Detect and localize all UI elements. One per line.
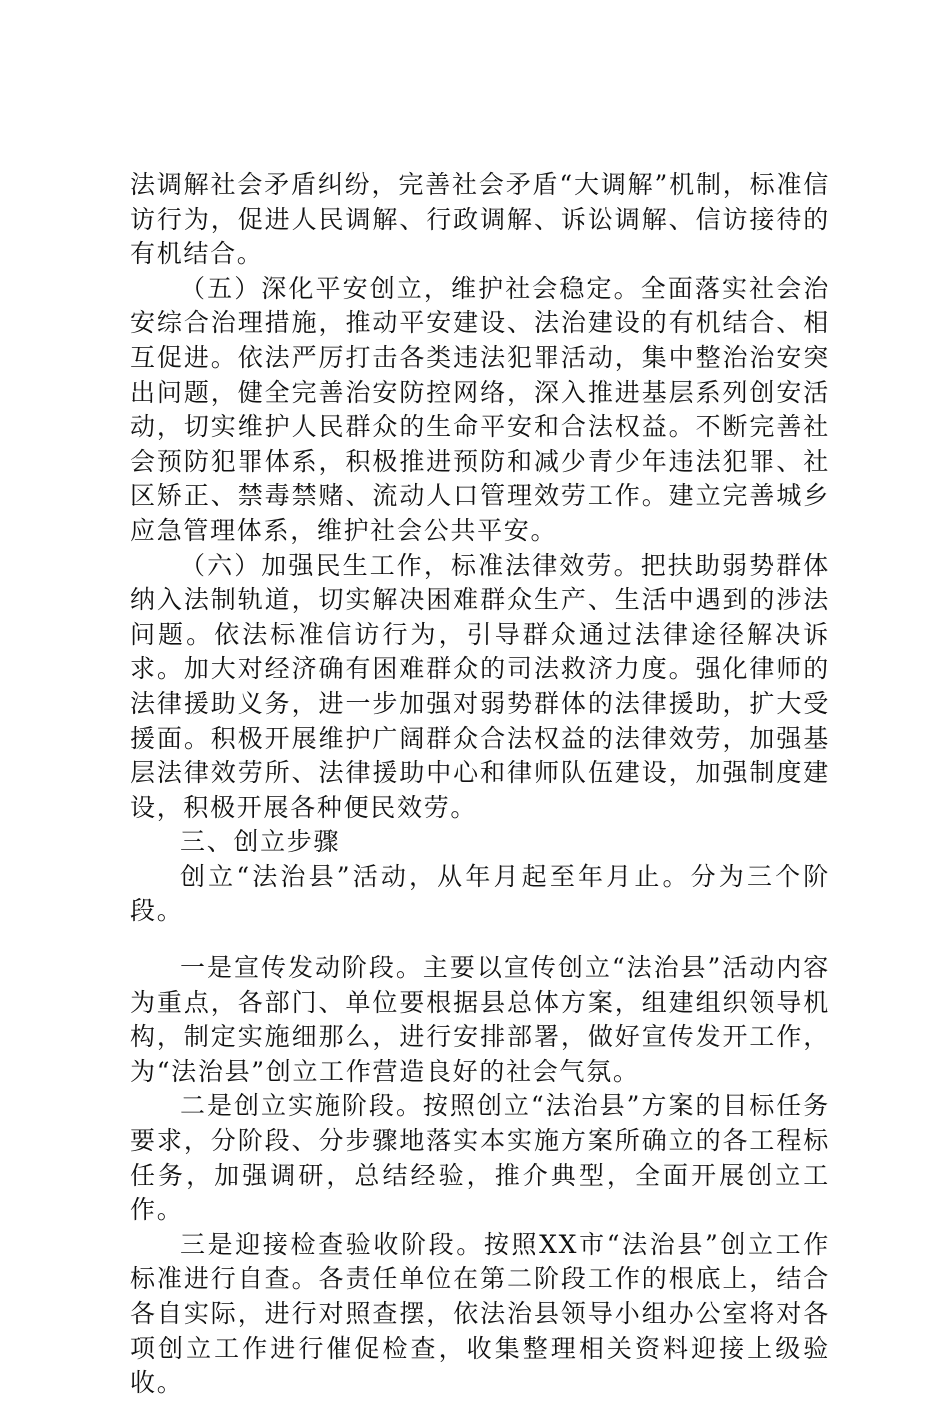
paragraph-stage-one: 一是宣传发动阶段。主要以宣传创立“法治县”活动内容为重点，各部门、单位要根据县总体方案，组建组织领导机构，制定实施细那么，进行安排部署，做好宣传发开工作，为“法治县”创立工作营造良好的社会气氛。 [130, 953, 830, 1086]
paragraph-creation-timeline: 创立“法治县”活动，从年月起至年月止。分为三个阶段。 [130, 861, 830, 926]
section-heading-creation-steps: 三、创立步骤 [180, 827, 341, 857]
paragraph-safety-creation: （五）深化平安创立，维护社会稳定。全面落实社会治安综合治理措施，推动平安建设、法治建设的有机结合、相互促进。依法严厉打击各类违法犯罪活动，集中整治治安突出问题，健全完善治安防控网络，深入推进基层系列创安活动，切实维护人民群众的生命平安和合法权益。不断完善社会预防犯罪体系，积极推进预防和减少青少年违法犯罪、社区矫正、禁毒禁赌、流动人口管理效劳工作。建立完善城乡应急管理体系，维护社会公共平安。 [130, 273, 830, 545]
document-body [130, 168, 830, 1401]
paragraph-stage-two: 二是创立实施阶段。按照创立“法治县”方案的目标任务要求，分阶段、分步骤地落实本实施方案所确立的各工程标任务，加强调研，总结经验，推介典型，全面开展创立工作。 [130, 1091, 830, 1225]
paragraph-mediation-continued: 法调解社会矛盾纠纷，完善社会矛盾“大调解”机制，标准信访行为，促进人民调解、行政调解、诉讼调解、信访接待的有机结合。 [130, 170, 830, 269]
paragraph-livelihood-legal-service: （六）加强民生工作，标准法律效劳。把扶助弱势群体纳入法制轨道，切实解决困难群众生产、生活中遇到的涉法问题。依法标准信访行为，引导群众通过法律途径解决诉求。加大对经济确有困难群众的司法救济力度。强化律师的法律援助义务，进一步加强对弱势群体的法律援助，扩大受援面。积极开展维护广阔群众合法权益的法律效劳，加强基层法律效劳所、法律援助中心和律师队伍建设，加强制度建设，积极开展各种便民效劳。 [130, 550, 830, 822]
paragraph-stage-three: 三是迎接检查验收阶段。按照XX市“法治县”创立工作标准进行自查。各责任单位在第二阶段工作的根底上，结合各自实际，进行对照查摆，依法治县领导小组办公室将对各项创立工作进行催促检查，收集整理相关资料迎接上级验收。 [130, 1229, 830, 1398]
